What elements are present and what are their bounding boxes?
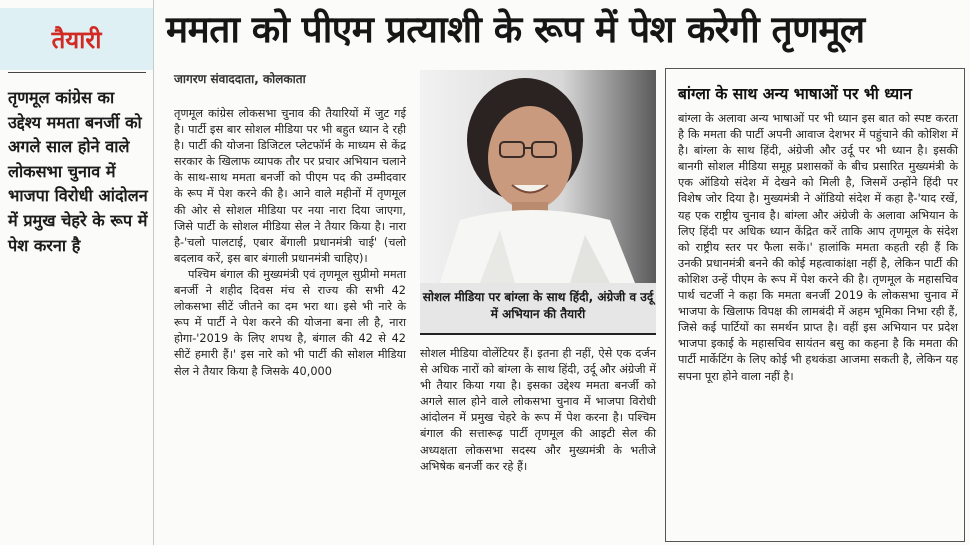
section-tag-label: तैयारी — [51, 25, 102, 54]
paragraph: सोशल मीडिया वोलेंटियर हैं। इतना ही नहीं, ऐसे एक दर्जन से अधिक नारों को बांग्ला के साथ हिंदी, उर्दू और अंग्रेजी में भी तैयार किया गया है। इसका उद्देश्य ममता बनर्जी को अगले साल होने वाले लोकसभा चुनाव में भाजपा विरोधी आंदोलन में प्रमुख चेहरे के रूप में पेश करना है। पश्चिम बंगाल की सत्तारूढ़ पार्टी तृणमूल की आइटी सेल की अध्यक्षता लोकसभा सदस्य और मुख्यमंत्री के भतीजे अभिषेक बनर्जी कर रहे हैं। — [420, 347, 656, 473]
paragraph: पश्चिम बंगाल की मुख्यमंत्री एवं तृणमूल सुप्रीमो ममता बनर्जी ने शहीद दिवस मंच से राज्य की सभी 42 लोकसभा सीटें जीतने का दम भरा था। इसे भी नारे के रूप में पार्टी ने पेश करने की योजना बना ली है, नारा होगा-'2019 के लिए शपथ है, बंगाल की 42 से 42 सीटें हमारी हैं।' इस नारे को भी पार्टी की सोशल मीडिया सेल ने तैयार किया है जिसके 40,000 — [174, 267, 406, 378]
portrait-illustration — [420, 70, 656, 283]
divider — [8, 72, 146, 73]
sidebar-box — [665, 68, 965, 542]
article-column-2 — [420, 346, 656, 475]
photo-caption: सोशल मीडिया पर बांग्ला के साथ हिंदी, अंग्रेजी व उर्दू में अभियान की तैयारी — [420, 283, 656, 335]
byline: जागरण संवाददाता, कोलकाता — [174, 72, 306, 86]
headline: ममता को पीएम प्रत्याशी के रूप में पेश करेगी तृणमूल — [166, 8, 865, 51]
sidebar-teaser — [0, 0, 154, 545]
box-text: बांग्ला के अलावा अन्य भाषाओं पर भी ध्यान इस बात को स्पष्ट करता है कि ममता की पार्टी अपनी आवाज देशभर में पहुंचाने की कोशिश में है। बांग्ला के साथ हिंदी, अंग्रेजी और उर्दू पर भी ध्यान है। इसकी बानगी सोशल मीडिया समूह प्रशासकों के बीच प्रसारित मुख्यमंत्री के एक ऑडियो संदेश में देखने को मिली है, जिसमें उन्होंने हिंदी पर विशेष जोर दिया है। मुख्यमंत्री ने ऑडियो संदेश में कहा है-'याद रखें, यह एक राष्ट्रीय चुनाव है। बांग्ला और अंग्रेजी के अलावा अभियान के लिए हिंदी पर अधिक ध्यान केंद्रित करें ताकि आप तृणमूल के संदेश को राष्ट्रीय स्तर पर फैला सकें।' हालांकि ममता कहती रही हैं कि उनकी प्रधानमंत्री बनने की कोई महत्वाकांक्षा नहीं है, लेकिन पार्टी की कोशिश उन्हें पीएम के रूप में पेश करने की है। तृणमूल के महासचिव पार्थ चटर्जी ने कहा कि ममता बनर्जी 2019 के लोकसभा चुनाव में भाजपा के खिलाफ विपक्ष की लामबंदी में अहम भूमिका निभा रही हैं, जिसे कई पार्टियों का समर्थन प्राप्त है। वहीं इस अभियान पर प्रदेश भाजपा इकाई के महासचिव सायंतन बसु का कहना है कि ममता की पार्टी मार्केटिंग के लिए कोई भी हथकंडा आजमा सकती है, लेकिन यह सपना पूरा होने वाला नहीं है। — [678, 112, 958, 383]
paragraph: तृणमूल कांग्रेस लोकसभा चुनाव की तैयारियों में जुट गई है। पार्टी इस बार सोशल मीडिया पर भी बहुत ध्यान दे रही है। पार्टी की योजना डिजिटल प्लेटफॉर्म के माध्यम से केंद्र सरकार के खिलाफ व्यापक तौर पर प्रचार अभियान चलाने के साथ-साथ ममता बनर्जी को पीएम पद की उम्मीदवार के रूप में पेश करने की है। आने वाले महीनों में तृणमूल की ओर से सोशल मीडिया पर नया नारा दिया जाएगा, जिसे पार्टी के सोशल मीडिया सेल ने तैयार किया है। नारा है-'चलो पालटाई, एबार बेंगाली प्रधानमंत्री चाई' (चलो बदलाव करें, इस बार बंगाली प्रधानमंत्री चाहिए)। — [174, 107, 406, 265]
article-column-1 — [174, 106, 406, 380]
sidebar-summary: तृणमूल कांग्रेस का उद्देश्य ममता बनर्जी को अगले साल होने वाले लोकसभा चुनाव में भाजपा विरोधी आंदोलन में प्रमुख चेहरे के रूप में पेश करना है — [8, 88, 148, 255]
section-tag — [0, 8, 153, 70]
box-title: बांग्ला के साथ अन्य भाषाओं पर भी ध्यान — [678, 85, 912, 103]
portrait-photo — [420, 70, 656, 283]
